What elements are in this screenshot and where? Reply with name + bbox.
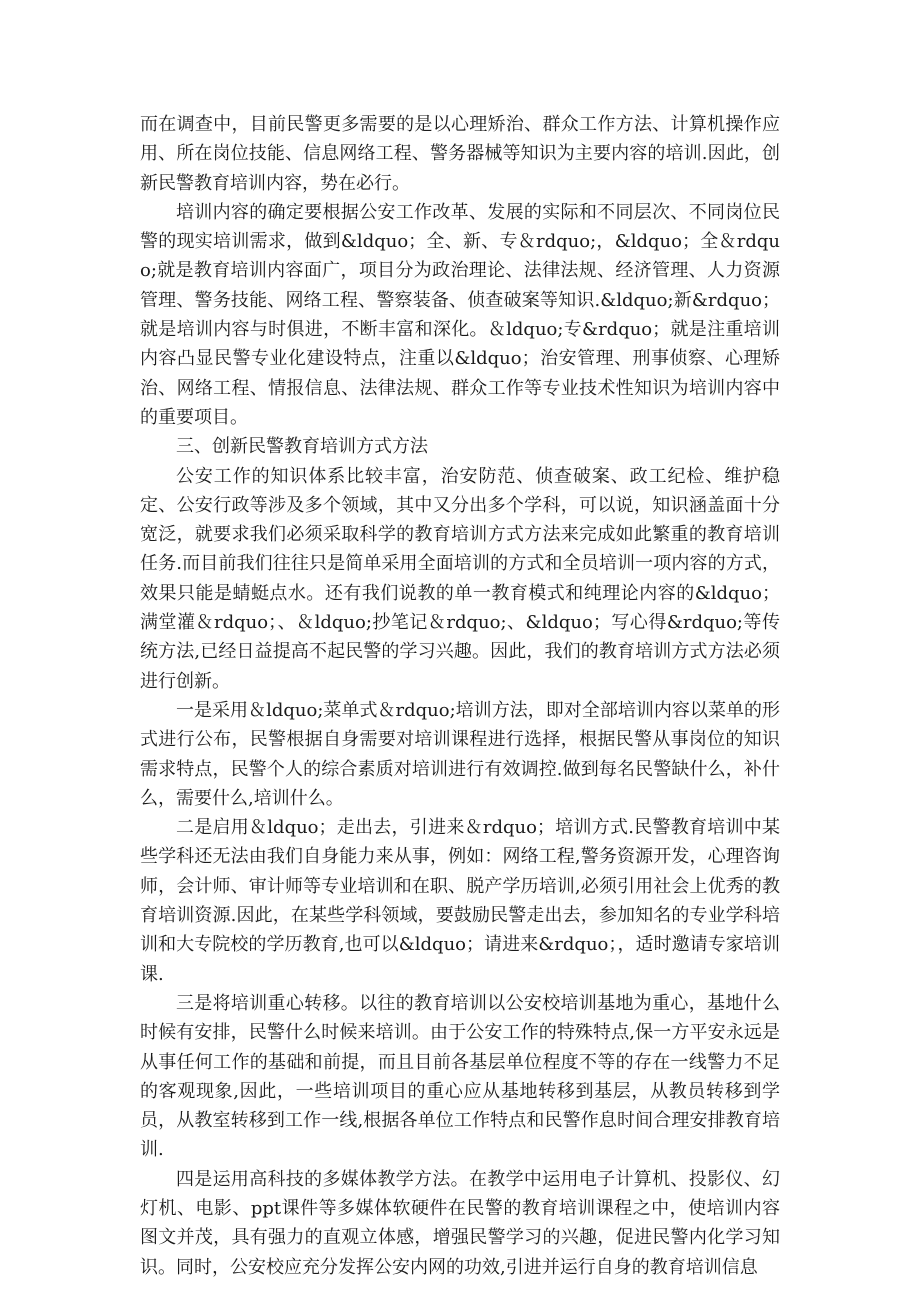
paragraph-training-content: 培训内容的确定要根据公安工作改革、发展的实际和不同层次、不同岗位民警的现实培训需求，做到&ldquo；全、新、专＆rdquo;，&ldquo；全＆rdquo;就是教育培训内容面广，项目分为政治理论、法律法规、经济管理、人力资源管理、警务技能、网络工程、警察装备、侦查破案等知识.&ldquo;新&rdquo；就是培训内容与时俱进，不断丰富和深化。＆ldquo;专&rdquo；就是注重培训内容凸显民警专业化建设特点，注重以&ldquo；治安管理、刑事侦察、心理矫治、网络工程、情报信息、法律法规、群众工作等专业技术性知识为培训内容中的重要项目。 — [140, 201, 780, 428]
section-heading: 三、创新民警教育培训方式方法 — [176, 436, 428, 458]
paragraph-multimedia: 四是运用高科技的多媒体教学方法。在教学中运用电子计算机、投影仪、幻灯机、电影、ppt课件等多媒体软硬件在民警的教育培训课程之中，使培训内容图文并茂，具有强力的直观立体感，增强民警学习的兴趣，促进民警内化学习知识。同时，公安校应充分发挥公安内网的功效,引进并运行自身的教育培训信息 — [140, 1168, 780, 1278]
paragraph-shift-focus: 三是将培训重心转移。以往的教育培训以公安校培训基地为重心，基地什么时候有安排，民警什么时候来培训。由于公安工作的特殊特点,保一方平安永远是从事任何工作的基础和前提，而且目前各基层单位程度不等的存在一线警力不足的客观现象,因此，一些培训项目的重心应从基地转移到基层，从教员转移到学员，从教室转移到工作一线,根据各单位工作特点和民警作息时间合理安排教育培训. — [140, 992, 780, 1161]
paragraph-menu-method: 一是采用＆ldquo;菜单式＆rdquo;培训方法，即对全部培训内容以菜单的形式进行公布，民警根据自身需要对培训课程进行选择，根据民警从事岗位的知识需求特点，民警个人的综合素质对培训进行有效调控.做到每名民警缺什么，补什么，需要什么,培训什么。 — [140, 699, 780, 809]
paragraph-continuation: 而在调查中，目前民警更多需要的是以心理矫治、群众工作方法、计算机操作应用、所在岗位技能、信息网络工程、警务器械等知识为主要内容的培训.因此，创新民警教育培训内容，势在必行。 — [140, 114, 780, 194]
document-body — [140, 110, 780, 1282]
paragraph-go-out-bring-in: 二是启用＆ldquo；走出去，引进来＆rdquo；培训方式.民警教育培训中某些学科还无法由我们自身能力来从事，例如：网络工程,警务资源开发，心理咨询师，会计师、审计师等专业培训和在职、脱产学历培训,必须引用社会上优秀的教育培训资源.因此，在某些学科领域，要鼓励民警走出去，参加知名的专业学科培训和大专院校的学历教育,也可以&ldquo；请进来&rdquo；，适时邀请专家培训课. — [140, 817, 780, 985]
paragraph-knowledge-system: 公安工作的知识体系比较丰富，治安防范、侦查破案、政工纪检、维护稳定、公安行政等涉及多个领域，其中又分出多个学科，可以说，知识涵盖面十分宽泛，就要求我们必须采取科学的教育培训方式方法来完成如此繁重的教育培训任务.而目前我们往往只是简单采用全面培训的方式和全员培训一项内容的方式，效果只能是蜻蜓点水。还有我们说教的单一教育模式和纯理论内容的&ldquo；满堂灌＆rdquo；、＆ldquo;抄笔记＆rdquo;、&ldquo；写心得&rdquo;等传统方法,已经日益提高不起民警的学习兴趣。因此，我们的教育培训方式方法必须进行创新。 — [140, 465, 780, 692]
